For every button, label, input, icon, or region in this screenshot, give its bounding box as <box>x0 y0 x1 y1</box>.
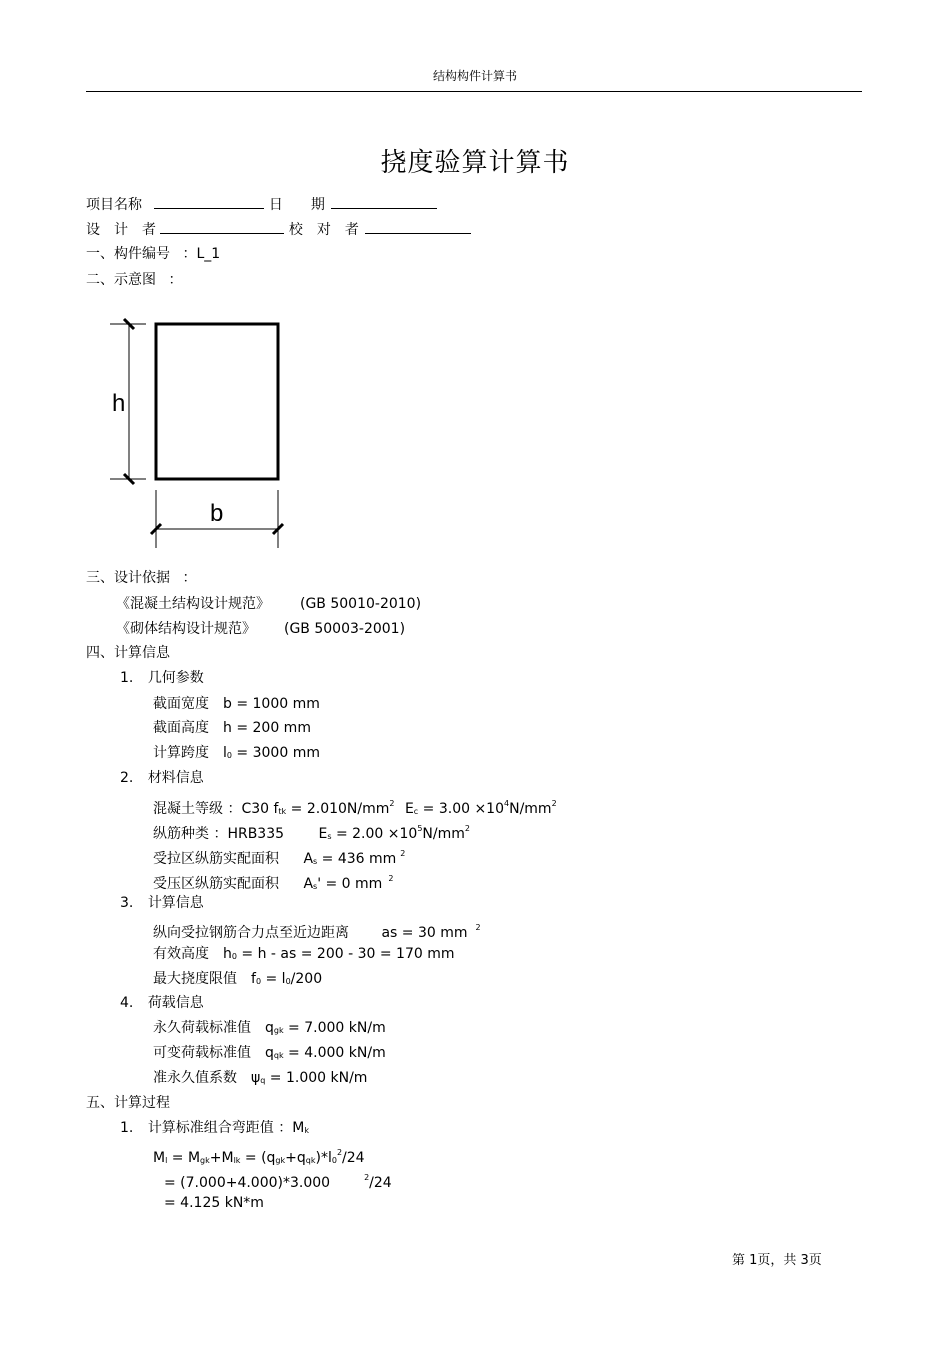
member-id-value: ：L_1 <box>182 246 221 262</box>
step1-heading <box>120 1119 309 1140</box>
header-rule <box>86 91 862 92</box>
as-label: 受拉区纵筋实配面积 <box>153 851 279 867</box>
geo-heading <box>120 669 204 687</box>
b-dim-label: b <box>210 500 224 527</box>
eq-l0-sub: 0 <box>331 1156 337 1165</box>
item-title: 材料信息 <box>147 770 204 786</box>
compression-area-line <box>153 870 393 896</box>
eq2-sup: 2 <box>364 1173 370 1182</box>
section-diagram <box>100 310 300 555</box>
asp-sup: 2 <box>388 874 394 883</box>
member-id-heading: 一、构件编号 <box>86 246 170 262</box>
eq-ml: M <box>153 1150 166 1166</box>
tension-area-line <box>153 845 405 871</box>
ec-exp: 4 <box>504 799 510 808</box>
project-name-label: 项目名称 <box>86 197 142 213</box>
moment-formula <box>153 1144 365 1170</box>
code-row-masonry <box>116 620 406 638</box>
asp-sub: s <box>313 882 318 891</box>
ec-sub: c <box>413 807 419 816</box>
item-number: 1. <box>120 1120 134 1136</box>
eq2-div: /24 <box>369 1175 392 1191</box>
process-heading: 五、计算过程 <box>86 1095 170 1111</box>
qq-sub: qk <box>273 1051 284 1060</box>
calc-heading <box>120 894 204 912</box>
eq2-main: = (7.000+4.000)*3.000 <box>164 1175 331 1191</box>
document-title: 挠度验算计算书 <box>380 148 570 178</box>
f0-sub2: 0 <box>285 977 291 986</box>
qg-label: 永久荷载标准值 q <box>153 1020 274 1036</box>
h0-value: = h - as = 200 - 30 = 170 mm <box>236 946 455 962</box>
ec-symbol: E <box>404 801 414 817</box>
eq-qgk-sub: gk <box>275 1156 286 1165</box>
step1-title-sub: k <box>304 1126 309 1135</box>
code-row-concrete <box>116 595 422 613</box>
basis-heading: 三、设计依据 <box>86 570 170 586</box>
as-sup: 2 <box>400 849 406 858</box>
ftk-value: = 2.010N/mm <box>286 801 390 817</box>
span-label: 计算跨度 l <box>153 745 227 761</box>
item-number: 3. <box>120 895 134 911</box>
eq-div: /24 <box>342 1150 365 1166</box>
project-name-row <box>86 195 437 214</box>
ec-value: = 3.00 ×10 <box>418 801 505 817</box>
qg-value: = 7.000 kN/m <box>283 1020 386 1036</box>
moment-result: = 4.125 kN*m <box>164 1195 264 1211</box>
code-name: 《砌体结构设计规范》 <box>116 621 256 637</box>
load-heading <box>120 994 204 1012</box>
item-number: 2. <box>120 770 134 786</box>
es-exp: 5 <box>417 824 423 833</box>
asp-symbol: A <box>303 876 314 892</box>
item-title: 计算信息 <box>147 895 204 911</box>
f0-end: /200 <box>290 971 323 987</box>
concrete-line <box>153 795 557 821</box>
moment-substitution <box>164 1169 392 1192</box>
es-unit-sup: 2 <box>464 824 470 833</box>
checker-label: 校 对 者 <box>288 222 359 238</box>
h-dim-label: h <box>112 390 126 417</box>
item-title: 荷载信息 <box>147 995 204 1011</box>
code-number: (GB 50003-2001) <box>284 621 406 637</box>
diagram-heading-row <box>86 271 182 289</box>
es-sub: s <box>327 832 332 841</box>
item-number: 1. <box>120 670 134 686</box>
f0-label: 最大挠度限值 f <box>153 971 256 987</box>
ec-unit-sup: 2 <box>551 799 557 808</box>
eq-qqk: +q <box>285 1150 306 1166</box>
item-title: 计算标准组合弯距值 ：M <box>147 1120 305 1136</box>
designer-row <box>86 220 471 239</box>
item-number: 4. <box>120 995 134 1011</box>
basis-colon: ： <box>182 570 197 586</box>
code-name: 《混凝土结构设计规范》 <box>116 596 270 612</box>
as-value: = 436 mm <box>317 851 397 867</box>
asp-value: ' = 0 mm <box>317 876 383 892</box>
member-id-row <box>86 245 220 263</box>
concrete-label: 混凝土等级 ：C30 f <box>153 801 279 817</box>
eq-l0-sup: 2 <box>336 1148 343 1157</box>
variable-load-line <box>153 1044 386 1065</box>
page-number: 第 1页，共 3页 <box>732 1253 822 1268</box>
ec-unit: N/mm <box>509 801 552 817</box>
width-line: 截面宽度 b = 1000 mm <box>153 696 320 712</box>
date-label: 日 期 <box>268 197 325 213</box>
running-header: 结构构件计算书 <box>432 69 517 83</box>
h0-label: 有效高度 h <box>153 946 232 962</box>
as-distance-value: as = 30 mm <box>381 925 468 941</box>
h0-sub: 0 <box>231 952 237 961</box>
date-field[interactable] <box>331 195 437 209</box>
span-sub: 0 <box>226 751 232 760</box>
diagram-colon: ： <box>168 272 183 288</box>
section-rect <box>156 324 278 479</box>
project-name-field[interactable] <box>154 195 264 209</box>
eq-qqk-sub: qk <box>305 1156 316 1165</box>
steel-label: 纵筋种类 ：HRB335 <box>153 826 285 842</box>
as-symbol: A <box>303 851 314 867</box>
span-value: = 3000 mm <box>231 745 320 761</box>
psi-sub: q <box>260 1076 266 1085</box>
permanent-load-line <box>153 1019 386 1040</box>
as-distance-label: 纵向受拉钢筋合力点至近边距离 <box>153 925 349 941</box>
as-distance-sup: 2 <box>475 923 481 932</box>
qq-value: = 4.000 kN/m <box>283 1045 386 1061</box>
eq-mgk-sub: gk <box>200 1156 210 1165</box>
es-value: = 2.00 ×10 <box>331 826 418 842</box>
eq-qgk: = (q <box>240 1150 276 1166</box>
effective-height-line <box>153 945 455 966</box>
designer-field[interactable] <box>160 220 284 234</box>
as-distance-line <box>153 919 481 942</box>
eq-l0: )*l <box>315 1150 332 1166</box>
f0-mid: = l <box>261 971 286 987</box>
checker-field[interactable] <box>365 220 471 234</box>
psi-value: = 1.000 kN/m <box>265 1070 368 1086</box>
basis-heading-row <box>86 569 196 587</box>
quasi-permanent-line <box>153 1069 367 1090</box>
f0-sub: 0 <box>255 977 262 986</box>
eq-ml-sub: l <box>165 1156 168 1165</box>
asp-label: 受压区纵筋实配面积 <box>153 876 279 892</box>
es-unit: N/mm <box>422 826 465 842</box>
eq-mlk: +M <box>209 1150 234 1166</box>
diagram-heading: 二、示意图 <box>86 272 156 288</box>
eq-mgk: = M <box>167 1150 201 1166</box>
ftk-sup: 2 <box>389 799 395 808</box>
span-line <box>153 744 320 765</box>
material-heading <box>120 769 204 787</box>
designer-label: 设 计 者 <box>86 222 156 238</box>
item-title: 几何参数 <box>147 670 204 686</box>
psi-label: 准永久值系数 ψ <box>153 1070 261 1086</box>
as-sub: s <box>313 857 318 866</box>
height-line: 截面高度 h = 200 mm <box>153 720 311 736</box>
deflection-limit-line <box>153 970 322 991</box>
steel-line <box>153 820 470 846</box>
qq-label: 可变荷载标准值 q <box>153 1045 274 1061</box>
calc-info-heading: 四、计算信息 <box>86 645 170 661</box>
eq-mlk-sub: lk <box>233 1156 241 1165</box>
code-number: (GB 50010-2010) <box>300 596 422 612</box>
es-symbol: E <box>318 826 328 842</box>
qg-sub: gk <box>273 1026 284 1035</box>
ftk-sub: tk <box>278 807 287 816</box>
